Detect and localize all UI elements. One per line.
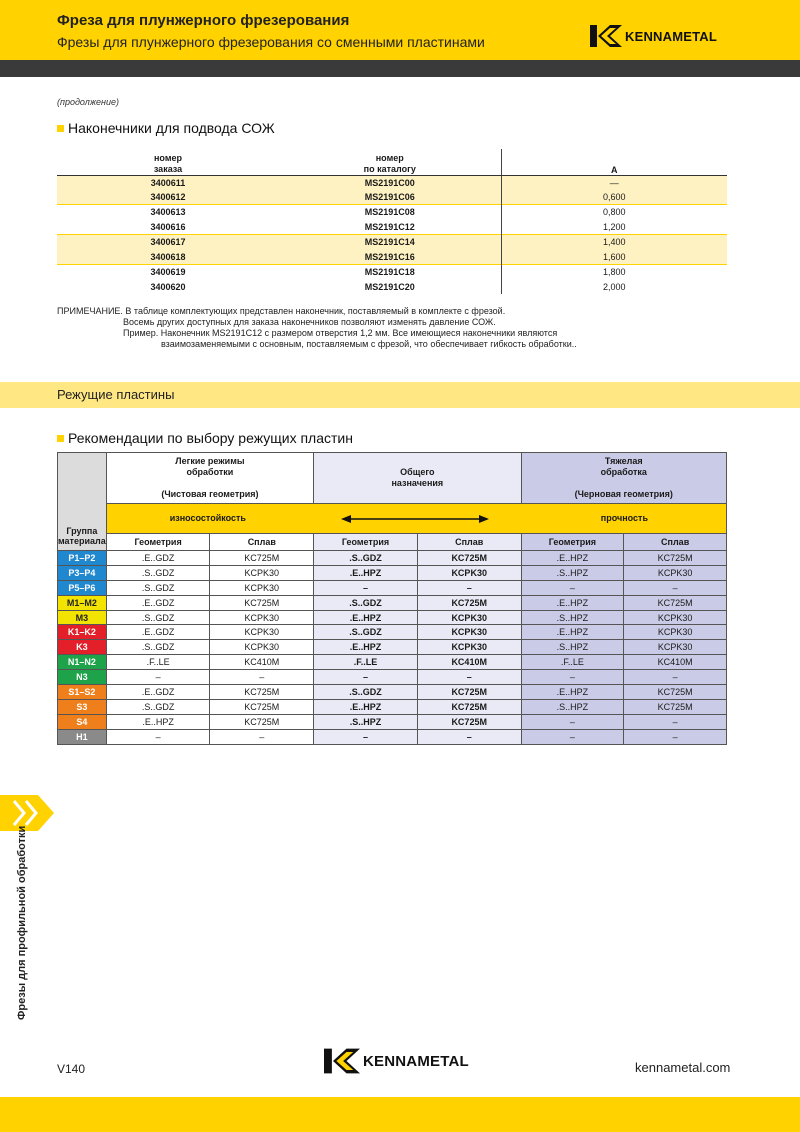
wear-toughness-bar [106, 504, 726, 534]
table-row [58, 714, 727, 729]
general-alloy-cell: KC725M [417, 699, 521, 714]
a-value-cell: 0,800 [501, 205, 727, 220]
general-alloy-cell: KCPK30 [417, 640, 521, 655]
light-geometry-cell: .E..GDZ [106, 551, 210, 566]
a-value-cell: 1,800 [501, 264, 727, 279]
catalog-number-cell: MS2191C14 [279, 235, 501, 250]
kennametal-logo [590, 25, 717, 47]
header-subtitle: Фрезы для плунжерного фрезерования со сменными пластинами [57, 34, 485, 50]
general-geometry-cell: – [314, 670, 418, 685]
light-alloy-cell: KC725M [210, 551, 314, 566]
general-alloy-cell: KC725M [417, 685, 521, 700]
catalog-number-cell: MS2191C20 [279, 279, 501, 294]
material-group-cell: S4 [58, 714, 107, 729]
material-group-cell: P1–P2 [58, 551, 107, 566]
note-line: ПРИМЕЧАНИЕ. В таблице комплектующих представлен наконечник, поставляемый в комплекте с фрезой. [57, 306, 506, 316]
light-alloy-cell: – [210, 670, 314, 685]
heavy-alloy-cell: KC410M [624, 655, 727, 670]
table-row [58, 610, 727, 625]
note-line: взаимозаменяемыми с основным, поставляемым с фрезой, что обеспечивает гибкость обработки.. [161, 339, 577, 349]
material-group-cell: M1–M2 [58, 595, 107, 610]
general-alloy-cell: KC725M [417, 714, 521, 729]
heavy-geometry-cell: .E..HPZ [521, 551, 624, 566]
light-duty-header: Легкие режимы обработки (Чистовая геометрия) [106, 453, 313, 504]
material-group-cell: K1–K2 [58, 625, 107, 640]
logo-wordmark: KENNAMETAL [363, 1052, 469, 1070]
header-dark-strip [0, 60, 800, 77]
table-row [58, 729, 727, 744]
heavy-alloy-cell: KC725M [624, 699, 727, 714]
order-number-cell: 3400611 [57, 175, 279, 190]
light-geometry-cell: .E..HPZ [106, 714, 210, 729]
recommend-heading-text: Рекомендации по выбору режущих пластин [68, 430, 353, 446]
a-value-cell: 2,000 [602, 281, 626, 292]
a-value-cell: 1,200 [602, 221, 626, 232]
heavy-alloy-cell: – [624, 580, 727, 595]
recommend-heading [57, 430, 353, 446]
heavy-alloy-cell: KCPK30 [624, 640, 727, 655]
catalog-number-cell: MS2191C08 [279, 205, 501, 220]
col-catalog-number: номер по каталогу [279, 149, 501, 175]
order-number-cell: 3400617 [57, 235, 279, 250]
material-group-cell: N3 [58, 670, 107, 685]
heavy-geometry-cell: .S..HPZ [521, 640, 624, 655]
material-group-cell: N1–N2 [58, 655, 107, 670]
catalog-number-cell: MS2191C06 [279, 190, 501, 205]
heavy-alloy-cell: KCPK30 [624, 610, 727, 625]
a-value-cell: — [501, 175, 727, 190]
general-alloy-cell: – [417, 729, 521, 744]
order-number-cell: 3400619 [57, 264, 279, 279]
heavy-alloy-cell: KCPK30 [624, 565, 727, 580]
table-row [58, 670, 727, 685]
heavy-geometry-cell: .E..HPZ [521, 685, 624, 700]
heavy-geometry-cell: .E..HPZ [521, 595, 624, 610]
catalog-number-cell: MS2191C12 [279, 220, 501, 235]
table-row [57, 190, 727, 205]
a-value-cell: 0,600 [501, 190, 727, 205]
table-row [58, 565, 727, 580]
table-row [58, 595, 727, 610]
table-row [58, 699, 727, 714]
table-row [57, 279, 727, 294]
light-geometry-cell: – [106, 729, 210, 744]
bullet-square-icon [57, 125, 64, 132]
table-row [57, 205, 727, 220]
light-geometry-cell: .E..GDZ [106, 685, 210, 700]
heavy-geometry-cell: .F..LE [521, 655, 624, 670]
col-alloy: Сплав [624, 534, 727, 551]
table-row [57, 235, 727, 250]
table-row [58, 580, 727, 595]
wear-resistance-label: износостойкость [169, 513, 246, 523]
heavy-geometry-cell: .S..HPZ [521, 565, 624, 580]
general-alloy-cell: KC725M [417, 595, 521, 610]
heavy-geometry-cell: – [521, 714, 624, 729]
heavy-alloy-cell: KC725M [624, 685, 727, 700]
group-header: Группа материала [58, 453, 107, 551]
double-arrow-icon [341, 514, 489, 524]
general-geometry-cell: .S..GDZ [314, 551, 418, 566]
col-a: A [501, 149, 727, 175]
general-purpose-header: Общего назначения [314, 453, 521, 504]
heavy-geometry-cell: – [521, 580, 624, 595]
note-line: Восемь других доступных для заказа наконечников позволяют изменять давление СОЖ. [123, 317, 496, 327]
light-geometry-cell: .E..GDZ [106, 625, 210, 640]
material-group-cell: H1 [58, 729, 107, 744]
general-geometry-cell: .E..HPZ [314, 565, 418, 580]
material-group-cell: S3 [58, 699, 107, 714]
light-alloy-cell: KCPK30 [210, 565, 314, 580]
material-group-cell: K3 [58, 640, 107, 655]
heavy-alloy-cell: KC725M [624, 595, 727, 610]
heavy-alloy-cell: – [624, 729, 727, 744]
footer-kennametal-logo [324, 1048, 469, 1074]
heavy-alloy-cell: – [624, 714, 727, 729]
logo-wordmark: KENNAMETAL [625, 28, 718, 44]
light-alloy-cell: KC725M [210, 595, 314, 610]
table-row [58, 625, 727, 640]
table-row [57, 249, 727, 264]
general-geometry-cell: .E..HPZ [314, 640, 418, 655]
order-number-cell: 3400613 [57, 205, 279, 220]
a-value-cell: 1,600 [501, 249, 727, 264]
heavy-geometry-cell: .E..HPZ [521, 625, 624, 640]
kennametal-k-icon [590, 25, 622, 47]
light-geometry-cell: .S..GDZ [106, 699, 210, 714]
material-group-cell: M3 [58, 610, 107, 625]
table-row [58, 685, 727, 700]
general-alloy-cell: KC725M [417, 551, 521, 566]
light-geometry-cell: .S..GDZ [106, 565, 210, 580]
light-geometry-cell: .F..LE [106, 655, 210, 670]
side-tab-chevron-icon [0, 795, 56, 831]
heavy-geometry-cell: – [521, 729, 624, 744]
general-geometry-cell: .E..HPZ [314, 610, 418, 625]
catalog-number-cell: MS2191C18 [279, 264, 501, 279]
heavy-duty-header: Тяжелая обработка (Черновая геометрия) [521, 453, 726, 504]
light-alloy-cell: KCPK30 [210, 625, 314, 640]
col-geometry: Геометрия [106, 534, 210, 551]
table-row [57, 264, 727, 279]
general-geometry-cell: .E..HPZ [314, 699, 418, 714]
light-alloy-cell: – [210, 729, 314, 744]
header-title: Фреза для плунжерного фрезерования [57, 12, 350, 29]
material-group-cell: S1–S2 [58, 685, 107, 700]
coolant-note [57, 306, 577, 350]
table-row [58, 655, 727, 670]
light-alloy-cell: KC410M [210, 655, 314, 670]
side-tab-label: Фрезы для профильной обработки [16, 825, 28, 1020]
light-geometry-cell: .E..GDZ [106, 595, 210, 610]
light-geometry-cell: – [106, 670, 210, 685]
general-geometry-cell: .S..GDZ [314, 595, 418, 610]
light-alloy-cell: KC725M [210, 685, 314, 700]
material-group-cell: P5–P6 [58, 580, 107, 595]
kennametal-k-icon [324, 1048, 360, 1074]
page-number: V140 [57, 1062, 86, 1076]
general-alloy-cell: KCPK30 [417, 610, 521, 625]
heavy-geometry-cell: .S..HPZ [521, 699, 624, 714]
light-geometry-cell: .S..GDZ [106, 610, 210, 625]
light-geometry-cell: .S..GDZ [106, 640, 210, 655]
order-number-cell: 3400612 [57, 190, 279, 205]
heavy-alloy-cell: KC725M [624, 551, 727, 566]
table-row [57, 220, 727, 235]
table-row [58, 640, 727, 655]
general-geometry-cell: .F..LE [314, 655, 418, 670]
col-alloy: Сплав [210, 534, 314, 551]
general-geometry-cell: – [314, 729, 418, 744]
table-row [58, 551, 727, 566]
general-geometry-cell: .S..HPZ [314, 714, 418, 729]
general-alloy-cell: – [417, 670, 521, 685]
col-geometry: Геометрия [521, 534, 624, 551]
general-geometry-cell: .S..GDZ [314, 625, 418, 640]
bullet-square-icon [57, 435, 64, 442]
catalog-number-cell: MS2191C00 [279, 175, 501, 190]
general-geometry-cell: .S..GDZ [314, 685, 418, 700]
a-value-cell: 1,400 [501, 235, 727, 250]
light-alloy-cell: KCPK30 [210, 640, 314, 655]
col-alloy: Сплав [417, 534, 521, 551]
recommendation-table [57, 452, 727, 745]
note-line: Пример. Наконечник MS2191C12 с размером отверстия 1,2 мм. Все имеющиеся наконечники являются [123, 328, 558, 338]
light-alloy-cell: KC725M [210, 699, 314, 714]
website-link[interactable]: kennametal.com [635, 1060, 731, 1075]
heavy-geometry-cell: .S..HPZ [521, 610, 624, 625]
general-geometry-cell: – [314, 580, 418, 595]
general-alloy-cell: KCPK30 [417, 625, 521, 640]
light-alloy-cell: KC725M [210, 714, 314, 729]
inserts-band-title: Режущие пластины [57, 387, 175, 402]
coolant-heading [57, 120, 275, 136]
coolant-heading-text: Наконечники для подвода СОЖ [68, 120, 275, 136]
toughness-label: прочность [600, 513, 648, 523]
light-alloy-cell: KCPK30 [210, 580, 314, 595]
col-geometry: Геометрия [314, 534, 418, 551]
page-footer-bar [0, 1097, 800, 1132]
col-order-number: номер заказа [57, 149, 279, 175]
general-alloy-cell: – [417, 580, 521, 595]
material-group-cell: P3–P4 [58, 565, 107, 580]
order-number-cell: 3400618 [57, 249, 279, 264]
table-row [57, 175, 727, 190]
order-number-cell: 3400616 [150, 221, 186, 232]
general-alloy-cell: KCPK30 [417, 565, 521, 580]
light-alloy-cell: KCPK30 [210, 610, 314, 625]
heavy-alloy-cell: KCPK30 [624, 625, 727, 640]
general-alloy-cell: KC410M [417, 655, 521, 670]
heavy-geometry-cell: – [521, 670, 624, 685]
continuation-label: (продолжение) [57, 97, 119, 107]
light-geometry-cell: .S..GDZ [106, 580, 210, 595]
heavy-alloy-cell: – [624, 670, 727, 685]
catalog-number-cell: MS2191C16 [279, 249, 501, 264]
order-number-cell: 3400620 [150, 281, 186, 292]
coolant-table [57, 149, 727, 294]
